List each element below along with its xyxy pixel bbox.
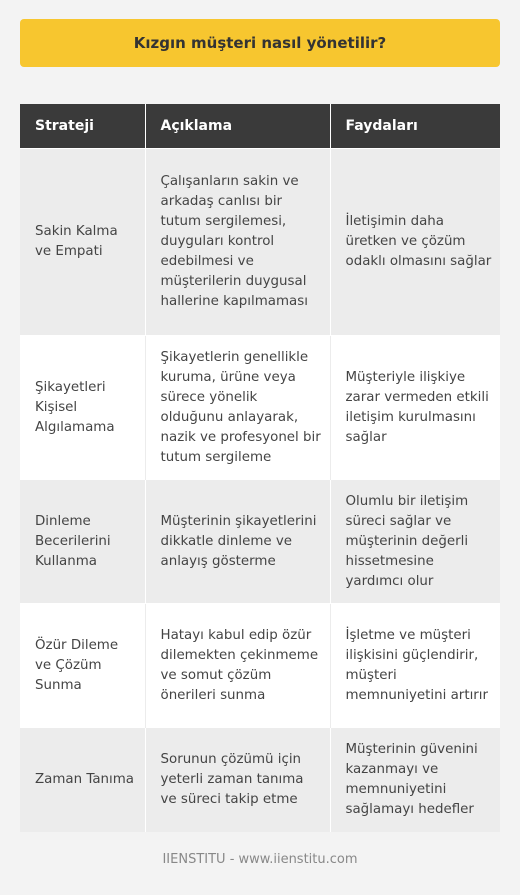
cell-benefits: Olumlu bir iletişim süreci sağlar ve müşterinin değerli hissetmesine yardımcı olur xyxy=(330,480,500,604)
table-row xyxy=(20,149,500,336)
cell-description: Hatayı kabul edip özür dilemekten çekinmeme ve somut çözüm önerileri sunma xyxy=(145,604,330,728)
cell-benefits: İletişimin daha üretken ve çözüm odaklı olmasını sağlar xyxy=(330,149,500,336)
footer-credit: IIENSTITU - www.iienstitu.com xyxy=(162,852,358,867)
cell-strategy: Sakin Kalma ve Empati xyxy=(20,149,145,336)
table-row xyxy=(20,728,500,832)
header-benefits: Faydaları xyxy=(330,104,500,149)
header-description: Açıklama xyxy=(145,104,330,149)
cell-benefits: Müşteriyle ilişkiye zarar vermeden etkili iletişim kurulmasını sağlar xyxy=(330,336,500,480)
cell-strategy: Özür Dileme ve Çözüm Sunma xyxy=(20,604,145,728)
cell-description: Müşterinin şikayetlerini dikkatle dinleme ve anlayış gösterme xyxy=(145,480,330,604)
table-row xyxy=(20,480,500,604)
page-title: Kızgın müşteri nasıl yönetilir? xyxy=(20,19,500,67)
cell-strategy: Şikayetleri Kişisel Algılamama xyxy=(20,336,145,480)
table-header-row xyxy=(20,104,500,149)
cell-strategy: Dinleme Becerilerini Kullanma xyxy=(20,480,145,604)
strategy-table xyxy=(20,104,500,832)
table-row xyxy=(20,336,500,480)
cell-strategy: Zaman Tanıma xyxy=(20,728,145,832)
cell-benefits: İşletme ve müşteri ilişkisini güçlendirir, müşteri memnuniyetini artırır xyxy=(330,604,500,728)
cell-description: Sorunun çözümü için yeterli zaman tanıma ve süreci takip etme xyxy=(145,728,330,832)
header-strategy: Strateji xyxy=(20,104,145,149)
cell-description: Çalışanların sakin ve arkadaş canlısı bir tutum sergilemesi, duyguları kontrol edebilmesi ve müşterilerin duygusal hallerine kapılmaması xyxy=(145,149,330,336)
table-row xyxy=(20,604,500,728)
cell-benefits: Müşterinin güvenini kazanmayı ve memnuniyetini sağlamayı hedefler xyxy=(330,728,500,832)
cell-description: Şikayetlerin genellikle kuruma, ürüne veya sürece yönelik olduğunu anlayarak, nazik ve profesyonel bir tutum sergileme xyxy=(145,336,330,480)
